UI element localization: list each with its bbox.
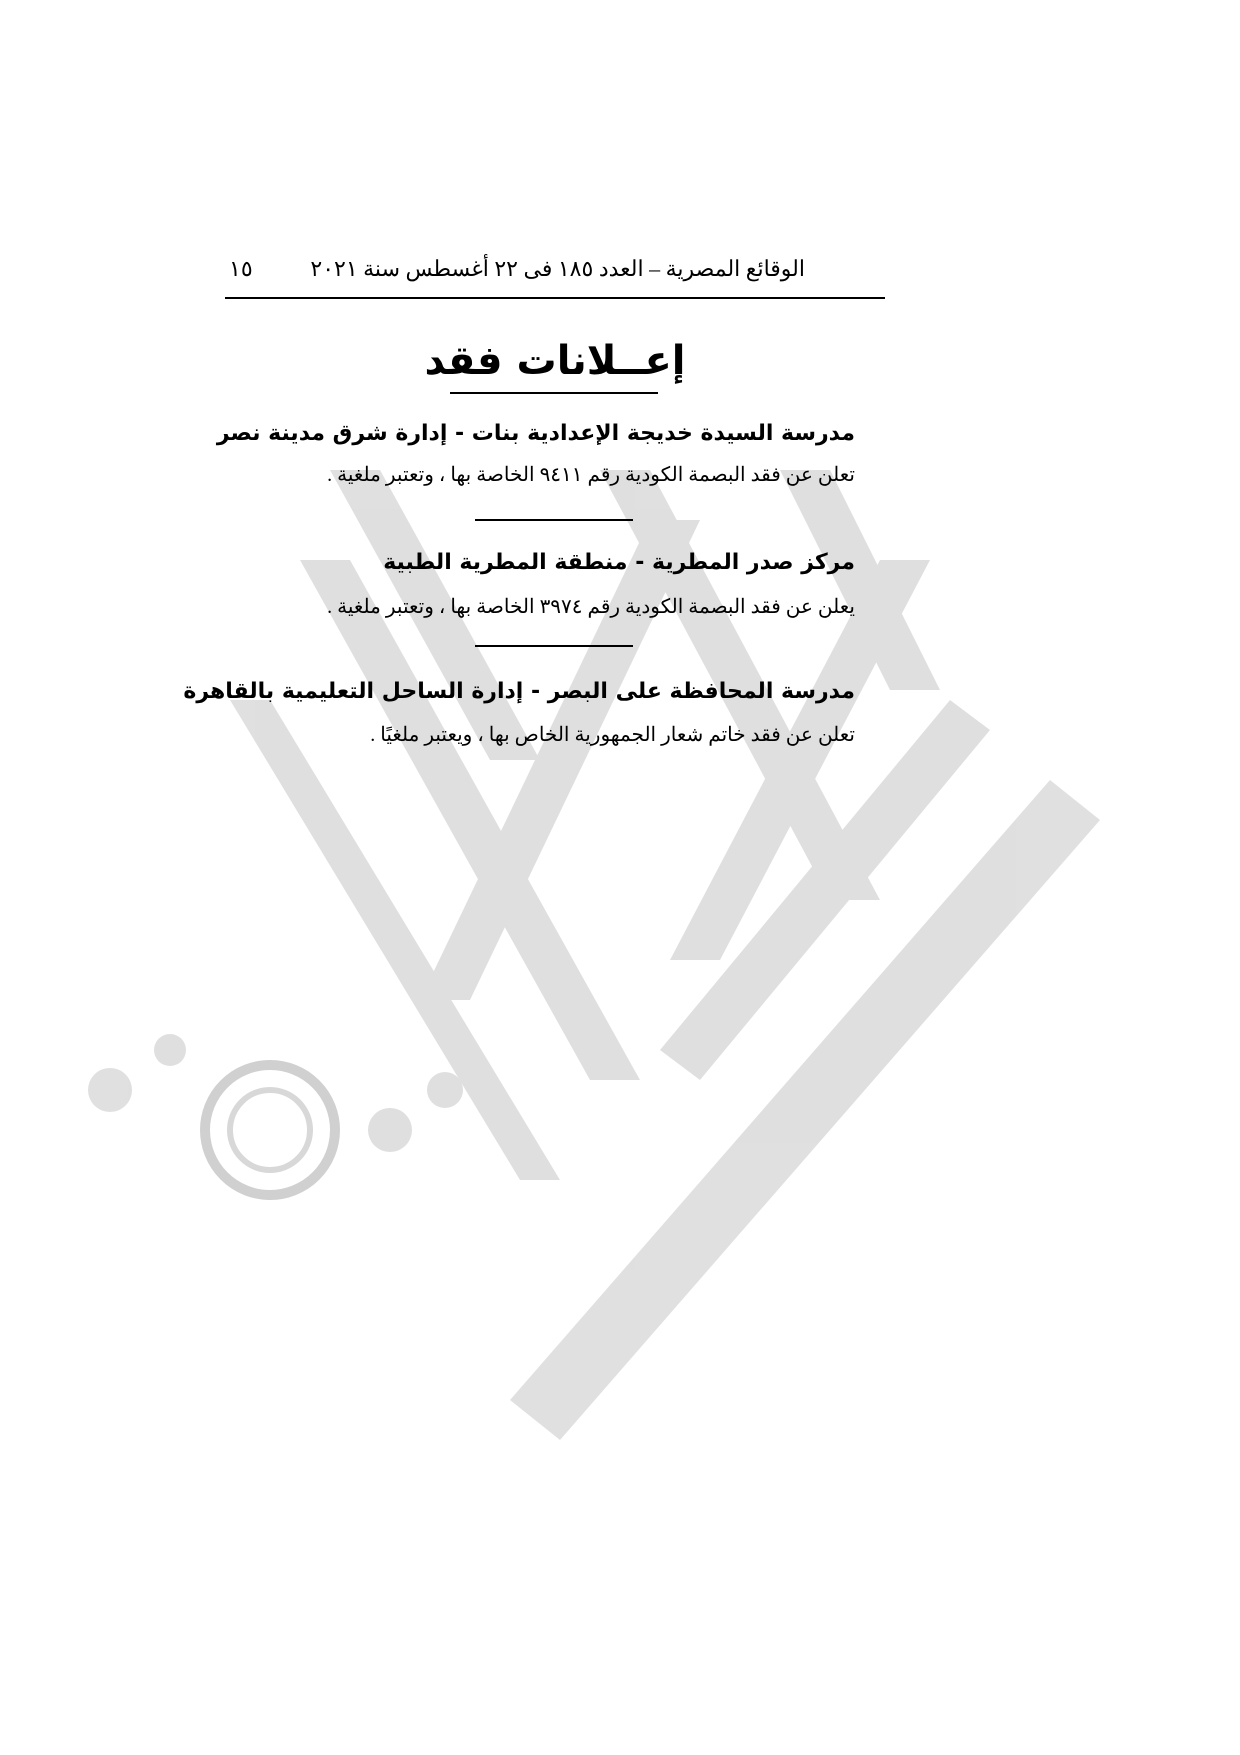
title-underline: [450, 392, 658, 394]
announcement-body: تعلن عن فقد خاتم شعار الجمهورية الخاص بها ، ويعتبر ملغيًا .: [370, 724, 855, 746]
running-title: الوقائع المصرية – العدد ١٨٥ فى ٢٢ أغسطس سنة ٢٠٢١: [310, 256, 805, 281]
page-number: ١٥: [229, 256, 253, 281]
header-rule: [225, 297, 885, 299]
page-title: إعــلانات فقد: [424, 338, 686, 384]
announcement-heading: مدرسة السيدة خديجة الإعدادية بنات - إدارة شرق مدينة نصر: [216, 421, 855, 446]
announcement-heading: مدرسة المحافظة على البصر - إدارة الساحل التعليمية بالقاهرة: [183, 679, 855, 704]
announcement-heading: مركز صدر المطرية - منطقة المطرية الطبية: [383, 550, 855, 575]
seal-icon: [205, 1065, 335, 1195]
separator: [475, 645, 633, 647]
separator: [475, 519, 633, 521]
announcement-body: تعلن عن فقد البصمة الكودية رقم ٩٤١١ الخاصة بها ، وتعتبر ملغية .: [327, 464, 855, 486]
announcement-body: يعلن عن فقد البصمة الكودية رقم ٣٩٧٤ الخاصة بها ، وتعتبر ملغية .: [327, 596, 855, 618]
running-header: [225, 256, 885, 286]
